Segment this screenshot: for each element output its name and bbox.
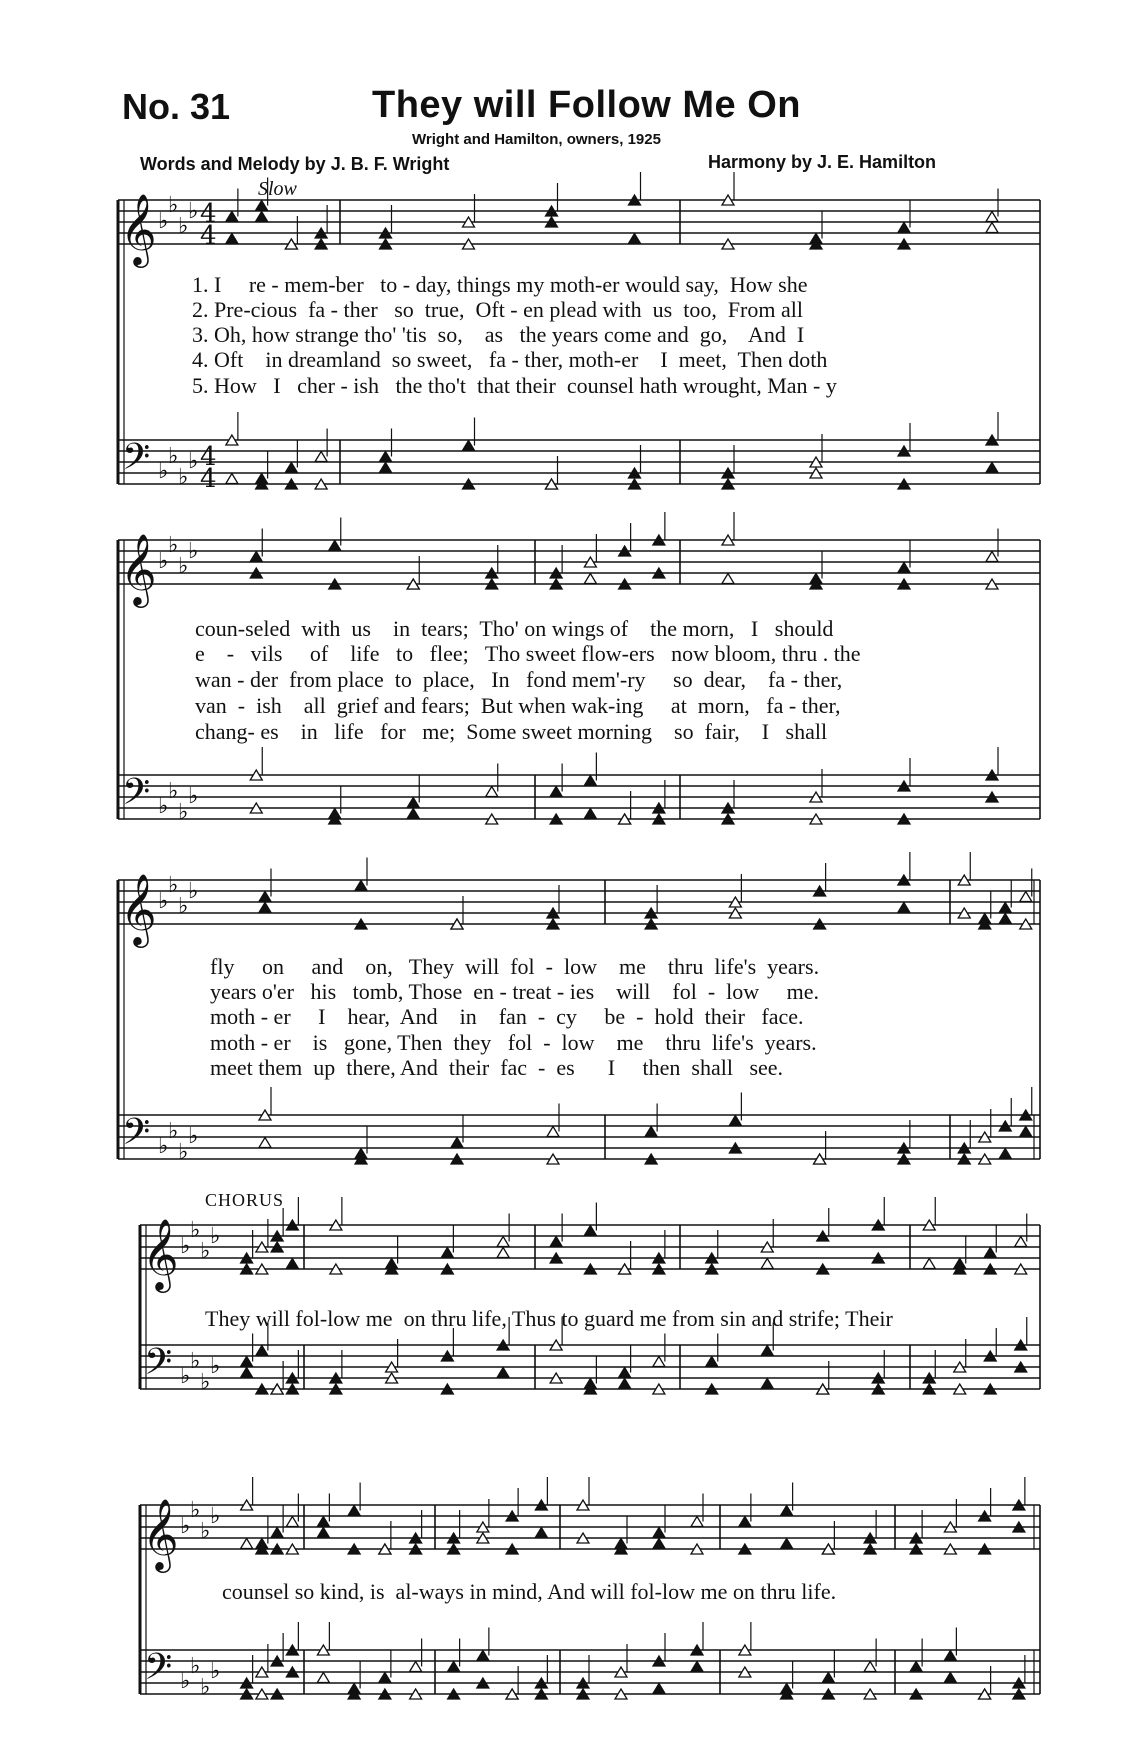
flat-icon: ♭ <box>158 209 169 234</box>
note-head <box>584 574 596 584</box>
note-head <box>317 1528 329 1538</box>
flat-icon: ♭ <box>180 1234 191 1259</box>
note-head <box>286 1259 298 1269</box>
note-head <box>348 1506 360 1516</box>
verse-5-line-3: meet them up there, And their fac - es I then shall see. <box>210 1055 784 1080</box>
note-head <box>463 441 475 451</box>
note-head <box>722 574 734 584</box>
flat-icon: ♭ <box>168 779 179 804</box>
time-signature: 4 <box>200 221 217 251</box>
hymn-title: They will Follow Me On <box>372 84 802 126</box>
note-head <box>761 1346 773 1356</box>
copyright-owners: Wright and Hamilton, owners, 1925 <box>412 131 661 148</box>
bass-clef-icon: 𝄢 <box>122 771 151 822</box>
flat-icon: ♭ <box>168 1119 179 1144</box>
hymn-number: No. 31 <box>122 86 231 127</box>
note-head <box>259 892 271 902</box>
note-head <box>629 234 641 244</box>
treble-clef-icon: 𝄞 <box>142 1217 179 1290</box>
flat-icon: ♭ <box>178 894 189 919</box>
treble-clef-icon: 𝄞 <box>120 872 157 945</box>
note-head <box>380 463 392 473</box>
flat-icon: ♭ <box>178 214 189 239</box>
note-head <box>256 1346 268 1356</box>
note-head <box>550 787 562 797</box>
note-head <box>619 1379 631 1389</box>
note-head <box>451 1138 463 1148</box>
flat-icon: ♭ <box>190 1349 201 1374</box>
note-head <box>410 1662 422 1672</box>
chorus-label: CHORUS <box>205 1190 285 1210</box>
note-head <box>379 1673 391 1683</box>
note-head <box>864 1662 876 1672</box>
flat-icon: ♭ <box>210 1659 221 1684</box>
note-head <box>653 1357 665 1367</box>
note-head <box>317 1673 329 1683</box>
flat-icon: ♭ <box>188 449 199 474</box>
flat-icon: ♭ <box>178 800 189 825</box>
note-head <box>535 1528 547 1538</box>
flat-icon: ♭ <box>178 554 189 579</box>
verse-4-line-2: van - ish all grief and fears; But when wak-ing at morn, fa - ther, <box>195 693 841 718</box>
note-head <box>271 1528 283 1538</box>
note-head <box>380 452 392 462</box>
note-head <box>923 1259 935 1269</box>
flat-icon: ♭ <box>158 1134 169 1159</box>
verse-1-line-1: 1. I re - mem-ber to - day, things my moth-er would say, How she <box>192 272 808 297</box>
note-head <box>407 809 419 819</box>
note-head <box>984 1248 996 1258</box>
flat-icon: ♭ <box>180 1669 191 1694</box>
bass-clef-icon: 𝄢 <box>144 1646 173 1697</box>
note-head <box>986 463 998 473</box>
note-head <box>691 1662 703 1672</box>
note-head <box>250 552 262 562</box>
note-head <box>619 1368 631 1378</box>
time-signature: 4 <box>200 442 217 472</box>
note-head <box>729 1116 741 1126</box>
time-signature: 4 <box>200 464 217 494</box>
note-head <box>706 1357 718 1367</box>
note-head <box>910 1662 922 1672</box>
flat-icon: ♭ <box>168 444 179 469</box>
flat-icon: ♭ <box>210 1354 221 1379</box>
treble-clef-icon: 𝄞 <box>142 1497 179 1570</box>
verse-1-line-3: fly on and on, They will fol - low me thru life's years. <box>210 954 820 979</box>
note-head <box>653 1684 665 1694</box>
note-head <box>781 1539 793 1549</box>
note-head <box>286 1517 298 1527</box>
flat-icon: ♭ <box>200 1675 211 1700</box>
note-head <box>944 1651 956 1661</box>
note-head <box>1020 892 1032 902</box>
note-head <box>226 234 238 244</box>
note-head <box>653 1528 665 1538</box>
treble-clef-icon: 𝄞 <box>120 192 157 265</box>
flat-icon: ♭ <box>180 1364 191 1389</box>
note-head <box>1015 1237 1027 1247</box>
verse-3-line-3: moth - er I hear, And in fan - cy be - hold their face. <box>210 1004 804 1029</box>
flat-icon: ♭ <box>168 533 179 558</box>
bass-clef-icon: 𝄢 <box>122 436 151 487</box>
flat-icon: ♭ <box>188 199 199 224</box>
note-head <box>584 776 596 786</box>
words-credit: Words and Melody by J. B. F. Wright <box>140 154 450 174</box>
note-head <box>986 212 998 222</box>
verse-2-line-3: years o'er his tomb, Those en - treat - ies will fol - low me. <box>210 979 820 1004</box>
note-head <box>761 1379 773 1389</box>
note-head <box>315 452 327 462</box>
flat-icon: ♭ <box>188 784 199 809</box>
note-head <box>584 1226 596 1236</box>
flat-icon: ♭ <box>158 889 169 914</box>
bass-clef-icon: 𝄢 <box>122 1111 151 1162</box>
note-head <box>645 1127 657 1137</box>
note-head <box>256 201 268 211</box>
note-head <box>761 1259 773 1269</box>
time-signature: 4 <box>200 199 217 229</box>
flat-icon: ♭ <box>188 879 199 904</box>
note-head <box>691 1517 703 1527</box>
flat-icon: ♭ <box>168 193 179 218</box>
chorus-line-1: They will fol-low me on thru life, Thus to guard me from sin and strife; Their <box>205 1306 893 1331</box>
note-head <box>781 1506 793 1516</box>
note-head <box>547 1127 559 1137</box>
flat-icon: ♭ <box>190 1218 201 1243</box>
verse-3-line-1: 3. Oh, how strange tho' 'tis so, as the years come and go, And I <box>192 322 805 347</box>
note-head <box>986 552 998 562</box>
flat-icon: ♭ <box>200 1370 211 1395</box>
flat-icon: ♭ <box>188 539 199 564</box>
flat-icon: ♭ <box>178 1140 189 1165</box>
verse-2-line-2: e - vils of life to flee; Tho sweet flow-ers now bloom, thru . the <box>195 641 861 666</box>
note-head <box>653 1539 665 1549</box>
note-head <box>477 1651 489 1661</box>
note-head <box>407 798 419 808</box>
note-head <box>448 1662 460 1672</box>
flat-icon: ♭ <box>178 465 189 490</box>
note-head <box>944 1673 956 1683</box>
flat-icon: ♭ <box>158 549 169 574</box>
verse-2-line-1: 2. Pre-cious fa - ther so true, Oft - en plead with us too, From all <box>192 297 803 322</box>
verse-3-line-2: wan - der from place to place, In fond mem'-ry so dear, fa - ther, <box>195 667 843 692</box>
note-head <box>486 787 498 797</box>
flat-icon: ♭ <box>158 794 169 819</box>
bass-clef-icon: 𝄢 <box>144 1341 173 1392</box>
note-head <box>999 903 1011 913</box>
note-head <box>999 1149 1011 1159</box>
note-head <box>241 1357 253 1367</box>
note-head <box>497 1248 509 1258</box>
verse-1-line-2: coun-seled with us in tears; Tho' on wings of the morn, I should <box>195 616 834 641</box>
note-head <box>355 881 367 891</box>
harmony-credit: Harmony by J. E. Hamilton <box>708 152 937 172</box>
flat-icon: ♭ <box>180 1514 191 1539</box>
note-head <box>497 1237 509 1247</box>
note-head <box>550 1237 562 1247</box>
verse-5-line-1: 5. How I cher - ish the tho't that their counsel hath wrought, Man - y <box>192 373 837 398</box>
note-head <box>999 914 1011 924</box>
note-head <box>226 474 238 484</box>
flat-icon: ♭ <box>200 1519 211 1544</box>
verse-4-line-1: 4. Oft in dreamland so sweet, fa - ther, moth-er I meet, Then doth <box>192 347 828 372</box>
note-head <box>898 223 910 233</box>
flat-icon: ♭ <box>188 1124 199 1149</box>
chorus-line-2: counsel so kind, is al-ways in mind, And will fol-low me on thru life. <box>222 1579 837 1604</box>
note-head <box>497 1368 509 1378</box>
note-head <box>584 809 596 819</box>
note-head <box>898 903 910 913</box>
flat-icon: ♭ <box>190 1498 201 1523</box>
flat-icon: ♭ <box>190 1654 201 1679</box>
note-head <box>898 563 910 573</box>
note-head <box>241 1368 253 1378</box>
note-head <box>329 541 341 551</box>
note-head <box>259 1138 271 1148</box>
note-head <box>259 903 271 913</box>
flat-icon: ♭ <box>210 1224 221 1249</box>
note-head <box>317 1517 329 1527</box>
flat-icon: ♭ <box>168 873 179 898</box>
note-head <box>822 1673 834 1683</box>
note-head <box>285 463 297 473</box>
flat-icon: ♭ <box>210 1504 221 1529</box>
note-head <box>441 1248 453 1258</box>
tempo-marking: Slow <box>258 178 297 200</box>
note-head <box>256 212 268 222</box>
verse-4-line-3: moth - er is gone, Then they fol - low me thru life's years. <box>210 1030 817 1055</box>
note-head <box>226 212 238 222</box>
verse-5-line-2: chang- es in life for me; Some sweet morning so fair, I shall <box>195 719 828 744</box>
treble-clef-icon: 𝄞 <box>120 532 157 605</box>
flat-icon: ♭ <box>158 459 169 484</box>
note-head <box>241 1539 253 1549</box>
flat-icon: ♭ <box>200 1239 211 1264</box>
note-head <box>986 223 998 233</box>
note-head <box>739 1517 751 1527</box>
note-head <box>1020 1127 1032 1137</box>
